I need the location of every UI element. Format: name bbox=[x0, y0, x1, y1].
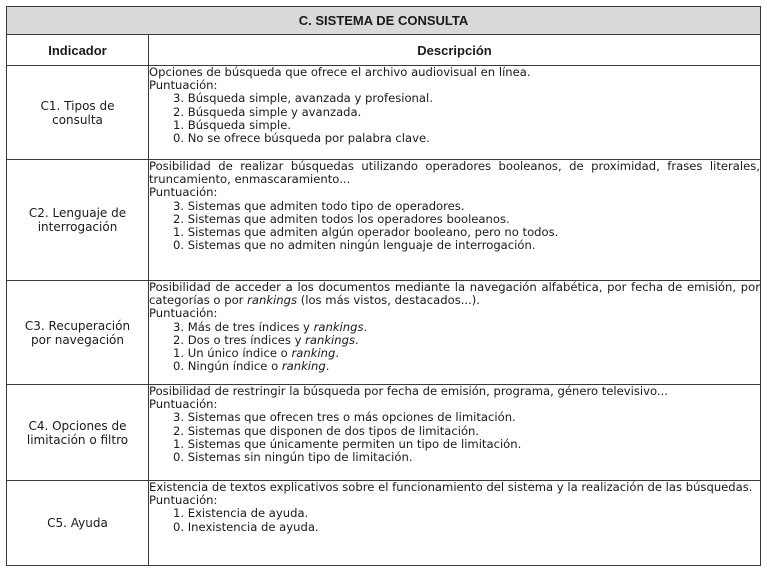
text-run: 1. Búsqueda simple. bbox=[173, 117, 292, 132]
description-text bbox=[149, 481, 760, 494]
italic-text: ranking bbox=[291, 346, 336, 361]
description-text bbox=[149, 281, 760, 307]
indicator-cell bbox=[7, 385, 149, 481]
indicator-line: limitación o filtro bbox=[26, 432, 129, 447]
description-cell bbox=[149, 385, 761, 481]
text-run: Opciones de búsqueda que ofrece el archivo audiovisual en línea. bbox=[149, 65, 531, 79]
description-cell bbox=[149, 481, 761, 566]
text-run: . bbox=[363, 319, 368, 334]
description-cell bbox=[149, 281, 761, 385]
text-run: 0. Sistemas sin ningún tipo de limitación. bbox=[173, 450, 413, 465]
description-cell bbox=[149, 160, 761, 281]
score-option bbox=[173, 132, 760, 145]
text-run: 2. Búsqueda simple y avanzada. bbox=[173, 104, 362, 119]
score-options bbox=[149, 411, 760, 464]
text-run: 3. Sistemas que ofrecen tres o más opciones de limitación. bbox=[173, 410, 516, 425]
score-label: Puntuación: bbox=[149, 493, 218, 508]
text-run: Posibilidad de realizar búsquedas utilizando operadores booleanos, de proximidad, frases literales, truncamiento, enmascaramiento... bbox=[149, 159, 760, 187]
italic-text: ranking bbox=[281, 359, 326, 374]
score-options bbox=[149, 507, 760, 533]
score-option bbox=[173, 239, 760, 252]
indicator-line: por navegación bbox=[31, 332, 124, 347]
header-indicator: Indicador bbox=[7, 35, 149, 66]
consulta-table bbox=[6, 6, 761, 566]
text-run: 1. Sistemas que únicamente permiten un tipo de limitación. bbox=[173, 436, 522, 451]
score-option bbox=[173, 451, 760, 464]
score-option bbox=[173, 521, 760, 534]
text-run: 1. Un único índice o bbox=[173, 346, 292, 361]
indicator-line: C5. Ayuda bbox=[47, 516, 108, 530]
italic-text: rankings bbox=[247, 293, 298, 308]
text-run: . bbox=[355, 332, 359, 347]
score-label: Puntuación: bbox=[149, 397, 218, 412]
text-run: 0. No se ofrece búsqueda por palabra clave. bbox=[173, 131, 430, 146]
score-label: Puntuación: bbox=[149, 78, 218, 93]
text-run: . bbox=[335, 346, 340, 361]
italic-text: rankings bbox=[305, 332, 356, 347]
table-row bbox=[7, 160, 761, 281]
indicator-line: C1. Tipos de bbox=[40, 98, 115, 113]
score-options bbox=[149, 321, 760, 374]
table-row bbox=[7, 66, 761, 160]
italic-text: rankings bbox=[313, 319, 364, 334]
indicator-cell bbox=[7, 160, 149, 281]
table-row bbox=[7, 281, 761, 385]
table-row bbox=[7, 385, 761, 481]
text-run: 0. Ningún índice o bbox=[173, 359, 282, 374]
text-run: 2. Dos o tres índices y bbox=[173, 332, 306, 347]
indicator-cell bbox=[7, 281, 149, 385]
score-label: Puntuación: bbox=[149, 185, 218, 200]
score-option bbox=[173, 360, 760, 373]
indicator-line: C3. Recuperación bbox=[24, 318, 131, 333]
indicator-line: C4. Opciones de bbox=[28, 418, 127, 433]
indicator-cell bbox=[7, 66, 149, 160]
table-title: C. SISTEMA DE CONSULTA bbox=[7, 7, 761, 35]
indicator-cell bbox=[7, 481, 149, 566]
text-run: 1. Sistemas que admiten algún operador booleano, pero no todos. bbox=[173, 225, 559, 240]
score-options bbox=[149, 200, 760, 253]
indicator-line: interrogación bbox=[37, 220, 118, 234]
text-run: Posibilidad de acceder a los documentos mediante la navegación alfabética, por fecha de emisión, por categorías o por bbox=[149, 280, 760, 308]
header-description: Descripción bbox=[149, 35, 761, 66]
text-run: 3. Más de tres índices y bbox=[173, 319, 314, 334]
header-row bbox=[7, 35, 761, 66]
description-text bbox=[149, 160, 760, 186]
text-run: Posibilidad de restringir la búsqueda por fecha de emisión, programa, género televisivo... bbox=[149, 384, 668, 398]
indicator-line: C2. Lenguaje de bbox=[28, 206, 127, 220]
indicator-line: consulta bbox=[52, 112, 103, 127]
text-run: 2. Sistemas que disponen de dos tipos de limitación. bbox=[173, 423, 480, 438]
text-run: 1. Existencia de ayuda. bbox=[173, 506, 309, 521]
text-run: 3. Sistemas que admiten todo tipo de operadores. bbox=[173, 198, 465, 213]
title-row bbox=[7, 7, 761, 35]
text-run: 0. Inexistencia de ayuda. bbox=[173, 519, 319, 534]
description-text bbox=[149, 66, 760, 79]
text-run: . bbox=[325, 359, 330, 374]
score-options bbox=[149, 92, 760, 145]
text-run: 2. Sistemas que admiten todos los operadores booleanos. bbox=[173, 211, 510, 226]
description-text bbox=[149, 385, 760, 398]
description-cell bbox=[149, 66, 761, 160]
text-run: 0. Sistemas que no admiten ningún lenguaje de interrogación. bbox=[173, 238, 536, 253]
text-run: 3. Búsqueda simple, avanzada y profesional. bbox=[173, 91, 433, 106]
text-run: Existencia de textos explicativos sobre el funcionamiento del sistema y la realización de las búsquedas. bbox=[149, 480, 753, 494]
text-run: (los más vistos, destacados...). bbox=[297, 293, 480, 308]
table-row bbox=[7, 481, 761, 566]
score-label: Puntuación: bbox=[149, 306, 218, 321]
